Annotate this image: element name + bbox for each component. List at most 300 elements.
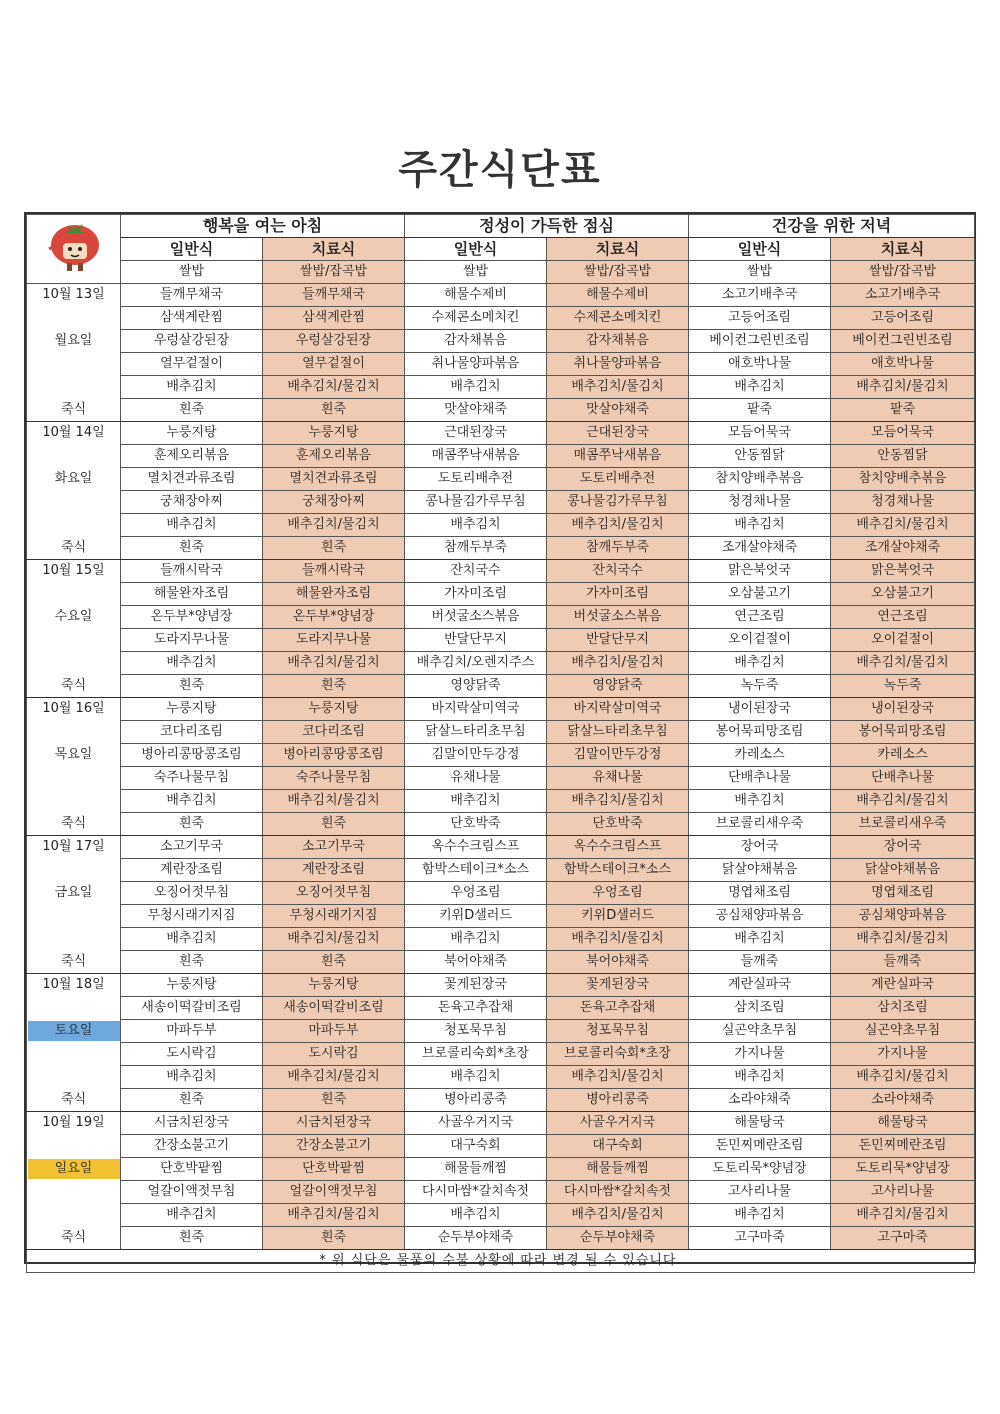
menu-item: 배추김치/물김치 — [547, 1204, 689, 1227]
menu-item: 유채나물 — [547, 767, 689, 790]
menu-item: 다시마쌈*갈치속젓 — [547, 1181, 689, 1204]
type-general: 일반식 — [121, 238, 263, 261]
menu-item: 단호박죽 — [547, 813, 689, 836]
menu-item: 영양닭죽 — [547, 675, 689, 698]
table-row — [27, 767, 975, 790]
menu-item: 배추김치 — [405, 514, 547, 537]
menu-item: 오삼불고기 — [831, 583, 975, 606]
rice-cell: 쌀밥 — [689, 261, 831, 284]
menu-item: 소라야채죽 — [689, 1089, 831, 1112]
menu-item: 잔치국수 — [405, 560, 547, 583]
menu-item: 가지나물 — [689, 1043, 831, 1066]
table-row — [27, 445, 975, 468]
menu-item: 꽃게된장국 — [547, 974, 689, 997]
menu-item: 도토리배추전 — [405, 468, 547, 491]
table-row — [27, 537, 975, 560]
menu-item: 소고기무국 — [263, 836, 405, 859]
menu-item: 삼색계란찜 — [263, 307, 405, 330]
menu-item: 모듬어묵국 — [689, 422, 831, 445]
table-row — [27, 790, 975, 813]
menu-item: 명엽채조림 — [831, 882, 975, 905]
day-date: 10월 19일 — [27, 1112, 121, 1135]
menu-item: 흰죽 — [121, 1227, 263, 1250]
table-row — [27, 1181, 975, 1204]
menu-item: 가자미조림 — [547, 583, 689, 606]
menu-item: 흰죽 — [121, 813, 263, 836]
menu-item: 배추김치/오렌지주스 — [405, 652, 547, 675]
menu-item: 배추김치 — [689, 1066, 831, 1089]
menu-item: 배추김치/물김치 — [263, 928, 405, 951]
menu-item: 누룽지탕 — [121, 974, 263, 997]
menu-item: 참깨두부죽 — [405, 537, 547, 560]
table-row — [27, 1158, 975, 1181]
menu-item: 삼색계란찜 — [121, 307, 263, 330]
menu-item: 누룽지탕 — [263, 422, 405, 445]
menu-item: 흰죽 — [121, 675, 263, 698]
menu-item: 맛살야채죽 — [405, 399, 547, 422]
menu-item: 들깨무채국 — [263, 284, 405, 307]
menu-item: 삼치조림 — [831, 997, 975, 1020]
table-row — [27, 1135, 975, 1158]
menu-item: 배추김치/물김치 — [263, 1066, 405, 1089]
table-row — [27, 1089, 975, 1112]
menu-item: 배추김치/물김치 — [547, 928, 689, 951]
rice-cell: 쌀밥/잡곡밥 — [547, 261, 689, 284]
menu-item: 흰죽 — [263, 399, 405, 422]
type-therapy: 치료식 — [831, 238, 975, 261]
rice-cell: 쌀밥 — [405, 261, 547, 284]
menu-item: 냉이된장국 — [689, 698, 831, 721]
day-weekday-cell — [27, 606, 121, 629]
porridge-label: 죽식 — [27, 399, 121, 422]
rice-cell: 쌀밥/잡곡밥 — [263, 261, 405, 284]
day-blank — [27, 491, 121, 514]
table-row — [27, 1020, 975, 1043]
menu-item: 배추김치 — [121, 652, 263, 675]
menu-item: 배추김치 — [689, 652, 831, 675]
menu-item: 단호박죽 — [405, 813, 547, 836]
menu-item: 얼갈이액젓무침 — [263, 1181, 405, 1204]
menu-item: 대구숙회 — [547, 1135, 689, 1158]
menu-item: 흰죽 — [263, 813, 405, 836]
menu-item: 우엉조림 — [405, 882, 547, 905]
menu-item: 단배추나물 — [689, 767, 831, 790]
menu-item: 닭살야채볶음 — [831, 859, 975, 882]
menu-item: 북어야채죽 — [547, 951, 689, 974]
table-row — [27, 951, 975, 974]
menu-item: 브로콜리숙회*초장 — [547, 1043, 689, 1066]
menu-item: 감자채볶음 — [405, 330, 547, 353]
weekday-label: 수요일 — [54, 609, 93, 624]
table-row — [27, 859, 975, 882]
menu-item: 궁채장아찌 — [121, 491, 263, 514]
menu-item: 배추김치 — [121, 514, 263, 537]
menu-item: 브로콜리새우죽 — [831, 813, 975, 836]
day-blank — [27, 445, 121, 468]
menu-item: 고구마죽 — [831, 1227, 975, 1250]
menu-item: 열무겉절이 — [263, 353, 405, 376]
day-weekday-cell — [27, 468, 121, 491]
menu-item: 다시마쌈*갈치속젓 — [405, 1181, 547, 1204]
menu-item: 우렁살강된장 — [263, 330, 405, 353]
menu-item: 숙주나물무침 — [263, 767, 405, 790]
menu-item: 들깨시락국 — [263, 560, 405, 583]
table-row — [27, 560, 975, 583]
menu-item: 공심채양파볶음 — [831, 905, 975, 928]
menu-item: 김말이만두강정 — [547, 744, 689, 767]
table-row — [27, 330, 975, 353]
day-date: 10월 18일 — [27, 974, 121, 997]
menu-item: 흰죽 — [263, 1089, 405, 1112]
menu-item: 김말이만두강정 — [405, 744, 547, 767]
table-row — [27, 997, 975, 1020]
table-row — [27, 1112, 975, 1135]
menu-item: 해물수제비 — [405, 284, 547, 307]
day-date: 10월 13일 — [27, 284, 121, 307]
menu-item: 훈제오리볶음 — [121, 445, 263, 468]
table-row — [27, 307, 975, 330]
porridge-label: 죽식 — [27, 1227, 121, 1250]
type-therapy: 치료식 — [547, 238, 689, 261]
table-row — [27, 744, 975, 767]
day-blank — [27, 767, 121, 790]
menu-item: 흰죽 — [121, 1089, 263, 1112]
menu-item: 해물완자조림 — [121, 583, 263, 606]
menu-item: 배추김치/물김치 — [547, 790, 689, 813]
menu-item: 근대된장국 — [547, 422, 689, 445]
day-date: 10월 15일 — [27, 560, 121, 583]
menu-item: 계란실파국 — [689, 974, 831, 997]
table-row — [27, 468, 975, 491]
menu-item: 감자채볶음 — [547, 330, 689, 353]
day-blank — [27, 629, 121, 652]
menu-item: 녹두죽 — [689, 675, 831, 698]
menu-item: 연근조림 — [689, 606, 831, 629]
table-row — [27, 353, 975, 376]
menu-item: 흰죽 — [263, 1227, 405, 1250]
menu-item: 돈육고추잡채 — [405, 997, 547, 1020]
menu-item: 훈제오리볶음 — [263, 445, 405, 468]
table-row — [27, 514, 975, 537]
table-row — [27, 928, 975, 951]
menu-item: 간장소불고기 — [263, 1135, 405, 1158]
menu-item: 배추김치 — [689, 790, 831, 813]
menu-item: 맛살야채죽 — [547, 399, 689, 422]
table-row — [27, 1066, 975, 1089]
type-general: 일반식 — [689, 238, 831, 261]
day-blank — [27, 1181, 121, 1204]
menu-item: 가지나물 — [831, 1043, 975, 1066]
menu-item: 고등어조림 — [831, 307, 975, 330]
type-therapy: 치료식 — [263, 238, 405, 261]
menu-item: 장어국 — [831, 836, 975, 859]
menu-item: 배추김치/물김치 — [831, 1066, 975, 1089]
menu-item: 브로콜리숙회*초장 — [405, 1043, 547, 1066]
menu-item: 돈육고추잡채 — [547, 997, 689, 1020]
table-row — [27, 974, 975, 997]
menu-item: 영양닭죽 — [405, 675, 547, 698]
menu-item: 청경채나물 — [689, 491, 831, 514]
menu-item: 봉어묵피망조림 — [831, 721, 975, 744]
day-blank — [27, 514, 121, 537]
menu-item: 배추김치/물김치 — [263, 376, 405, 399]
menu-item: 함박스테이크*소스 — [405, 859, 547, 882]
menu-item: 흰죽 — [263, 675, 405, 698]
menu-item: 배추김치/물김치 — [831, 514, 975, 537]
menu-item: 흰죽 — [121, 951, 263, 974]
menu-item: 해물완자조림 — [263, 583, 405, 606]
menu-item: 근대된장국 — [405, 422, 547, 445]
day-blank — [27, 583, 121, 606]
menu-item: 들깨죽 — [689, 951, 831, 974]
menu-item: 닭살느타리초무침 — [405, 721, 547, 744]
table-row — [27, 284, 975, 307]
menu-item: 배추김치 — [405, 1066, 547, 1089]
menu-item: 새송이떡갈비조림 — [263, 997, 405, 1020]
menu-item: 배추김치 — [121, 1204, 263, 1227]
menu-item: 바지락살미역국 — [547, 698, 689, 721]
menu-item: 배추김치 — [689, 514, 831, 537]
menu-item: 무청시래기지짐 — [263, 905, 405, 928]
menu-item: 단배추나물 — [831, 767, 975, 790]
menu-item: 오이겉절이 — [689, 629, 831, 652]
menu-item: 순두부야채죽 — [547, 1227, 689, 1250]
menu-item: 오삼불고기 — [689, 583, 831, 606]
menu-item: 청포묵무침 — [405, 1020, 547, 1043]
menu-item: 베이컨그린빈조림 — [831, 330, 975, 353]
menu-item: 고구마죽 — [689, 1227, 831, 1250]
day-blank — [27, 1204, 121, 1227]
table-row — [27, 836, 975, 859]
menu-item: 소고기배추국 — [831, 284, 975, 307]
day-weekday-cell — [27, 744, 121, 767]
day-blank — [27, 859, 121, 882]
porridge-label: 죽식 — [27, 1089, 121, 1112]
menu-item: 실곤약초무침 — [831, 1020, 975, 1043]
day-blank — [27, 353, 121, 376]
menu-item: 녹두죽 — [831, 675, 975, 698]
page-title: 주간식단표 — [398, 147, 602, 193]
day-blank — [27, 721, 121, 744]
day-blank — [27, 997, 121, 1020]
day-blank — [27, 1043, 121, 1066]
menu-item: 참치양배추볶음 — [689, 468, 831, 491]
menu-item: 마파두부 — [263, 1020, 405, 1043]
table-row — [27, 882, 975, 905]
menu-item: 배추김치 — [405, 1204, 547, 1227]
menu-item: 베이컨그린빈조림 — [689, 330, 831, 353]
menu-item: 도토리배추전 — [547, 468, 689, 491]
porridge-label: 죽식 — [27, 951, 121, 974]
menu-item: 배추김치 — [405, 790, 547, 813]
menu-item: 코다리조림 — [121, 721, 263, 744]
menu-item: 대구숙회 — [405, 1135, 547, 1158]
menu-item: 카레소스 — [831, 744, 975, 767]
menu-item: 가자미조림 — [405, 583, 547, 606]
menu-item: 흰죽 — [121, 537, 263, 560]
rice-cell: 쌀밥 — [121, 261, 263, 284]
menu-item: 배추김치/물김치 — [263, 514, 405, 537]
porridge-label: 죽식 — [27, 537, 121, 560]
menu-item: 맑은북엇국 — [831, 560, 975, 583]
menu-item: 콩나물김가루무침 — [405, 491, 547, 514]
menu-item: 옥수수크림스프 — [405, 836, 547, 859]
table-row — [27, 675, 975, 698]
menu-item: 장어국 — [689, 836, 831, 859]
menu-item: 새송이떡갈비조림 — [121, 997, 263, 1020]
menu-item: 병아리콩땅콩조림 — [263, 744, 405, 767]
menu-item: 단호박팥찜 — [121, 1158, 263, 1181]
menu-item: 배추김치 — [121, 928, 263, 951]
porridge-label: 죽식 — [27, 675, 121, 698]
menu-item: 돈민찌메란조림 — [689, 1135, 831, 1158]
menu-item: 해물들깨찜 — [405, 1158, 547, 1181]
menu-item: 유채나물 — [405, 767, 547, 790]
rice-cell: 쌀밥/잡곡밥 — [831, 261, 975, 284]
day-blank — [27, 652, 121, 675]
menu-item: 사골우거지국 — [547, 1112, 689, 1135]
menu-item: 배추김치/물김치 — [831, 790, 975, 813]
menu-item: 카레소스 — [689, 744, 831, 767]
meal-header: 정성이 가득한 점심 — [405, 215, 689, 238]
menu-item: 청포묵무침 — [547, 1020, 689, 1043]
menu-item: 취나물양파볶음 — [547, 353, 689, 376]
table-row — [27, 721, 975, 744]
menu-item: 마파두부 — [121, 1020, 263, 1043]
note-row — [27, 1250, 975, 1273]
weekday-label: 목요일 — [54, 747, 93, 762]
menu-item: 참치양배추볶음 — [831, 468, 975, 491]
menu-item: 삼치조림 — [689, 997, 831, 1020]
menu-item: 멸치견과류조림 — [263, 468, 405, 491]
menu-item: 실곤약초무침 — [689, 1020, 831, 1043]
menu-item: 도라지무나물 — [263, 629, 405, 652]
day-weekday-cell — [27, 1020, 121, 1043]
menu-item: 배추김치 — [689, 376, 831, 399]
menu-item: 잔치국수 — [547, 560, 689, 583]
menu-item: 애호박나물 — [689, 353, 831, 376]
day-blank — [27, 790, 121, 813]
menu-item: 닭살야채볶음 — [689, 859, 831, 882]
menu-item: 해물탕국 — [689, 1112, 831, 1135]
table-row — [27, 813, 975, 836]
menu-item: 소고기배추국 — [689, 284, 831, 307]
tomato-mascot-icon — [39, 215, 109, 275]
day-weekday-cell — [27, 330, 121, 353]
menu-item: 배추김치 — [405, 928, 547, 951]
weekday-label: 일요일 — [28, 1159, 120, 1179]
weekday-label: 토요일 — [28, 1021, 120, 1041]
menu-item: 수제콘소메치킨 — [405, 307, 547, 330]
day-date: 10월 16일 — [27, 698, 121, 721]
menu-item: 흰죽 — [121, 399, 263, 422]
day-blank — [27, 376, 121, 399]
meal-header: 건강을 위한 저녁 — [689, 215, 975, 238]
menu-item: 계란장조림 — [263, 859, 405, 882]
menu-item: 병아리콩죽 — [405, 1089, 547, 1112]
menu-item: 흰죽 — [263, 951, 405, 974]
day-blank — [27, 905, 121, 928]
menu-item: 도토리묵*양념장 — [689, 1158, 831, 1181]
menu-item: 배추김치/물김치 — [831, 376, 975, 399]
menu-item: 계란실파국 — [831, 974, 975, 997]
menu-item: 우엉조림 — [547, 882, 689, 905]
day-weekday-cell — [27, 882, 121, 905]
table-row — [27, 1204, 975, 1227]
menu-item: 누룽지탕 — [121, 422, 263, 445]
menu-item: 해물탕국 — [831, 1112, 975, 1135]
menu-item: 배추김치/물김치 — [263, 790, 405, 813]
menu-item: 팥죽 — [689, 399, 831, 422]
menu-item: 시금치된장국 — [121, 1112, 263, 1135]
day-weekday-cell — [27, 1158, 121, 1181]
menu-item: 배추김치 — [405, 376, 547, 399]
menu-item: 간장소불고기 — [121, 1135, 263, 1158]
menu-item: 들깨죽 — [831, 951, 975, 974]
menu-item: 해물수제비 — [547, 284, 689, 307]
menu-item: 북어야채죽 — [405, 951, 547, 974]
menu-item: 해물들깨찜 — [547, 1158, 689, 1181]
menu-item: 수제콘소메치킨 — [547, 307, 689, 330]
menu-item: 키위D샐러드 — [547, 905, 689, 928]
menu-item: 조개살야채죽 — [831, 537, 975, 560]
menu-item: 흰죽 — [263, 537, 405, 560]
menu-item: 바지락살미역국 — [405, 698, 547, 721]
menu-item: 버섯굴소스볶음 — [405, 606, 547, 629]
menu-item: 참깨두부죽 — [547, 537, 689, 560]
footnote: * 위 식단은 물품의 수불 상황에 따라 변경 될 수 있습니다. — [27, 1250, 975, 1273]
menu-item: 고사리나물 — [831, 1181, 975, 1204]
menu-item: 모듬어묵국 — [831, 422, 975, 445]
menu-item: 함박스테이크*소스 — [547, 859, 689, 882]
menu-item: 오징어젓무침 — [263, 882, 405, 905]
menu-item: 배추김치/물김치 — [831, 928, 975, 951]
menu-item: 오이겉절이 — [831, 629, 975, 652]
menu-item: 누룽지탕 — [121, 698, 263, 721]
menu-item: 배추김치/물김치 — [263, 1204, 405, 1227]
menu-item: 맑은북엇국 — [689, 560, 831, 583]
menu-item: 배추김치/물김치 — [547, 652, 689, 675]
menu-item: 배추김치/물김치 — [547, 514, 689, 537]
menu-item: 멸치견과류조림 — [121, 468, 263, 491]
menu-item: 오징어젓무침 — [121, 882, 263, 905]
menu-item: 도토리묵*양념장 — [831, 1158, 975, 1181]
menu-item: 냉이된장국 — [831, 698, 975, 721]
table-row — [27, 698, 975, 721]
menu-item: 우렁살강된장 — [121, 330, 263, 353]
table-row — [27, 491, 975, 514]
menu-item: 온두부*양념장 — [263, 606, 405, 629]
table-row — [27, 606, 975, 629]
menu-item: 들깨무채국 — [121, 284, 263, 307]
weekday-label: 금요일 — [54, 885, 93, 900]
menu-item: 소라야채죽 — [831, 1089, 975, 1112]
logo-cell — [27, 215, 121, 284]
porridge-label: 죽식 — [27, 813, 121, 836]
menu-item: 배추김치 — [121, 790, 263, 813]
menu-item: 배추김치 — [689, 928, 831, 951]
menu-item: 도시락김 — [263, 1043, 405, 1066]
meal-header-row — [27, 215, 975, 238]
menu-item: 숙주나물무침 — [121, 767, 263, 790]
weekday-label: 월요일 — [54, 333, 93, 348]
menu-item: 병아리콩땅콩조림 — [121, 744, 263, 767]
table-row — [27, 1227, 975, 1250]
menu-item: 취나물양파볶음 — [405, 353, 547, 376]
menu-item: 코다리조림 — [263, 721, 405, 744]
menu-item: 안동찜닭 — [689, 445, 831, 468]
day-blank — [27, 307, 121, 330]
